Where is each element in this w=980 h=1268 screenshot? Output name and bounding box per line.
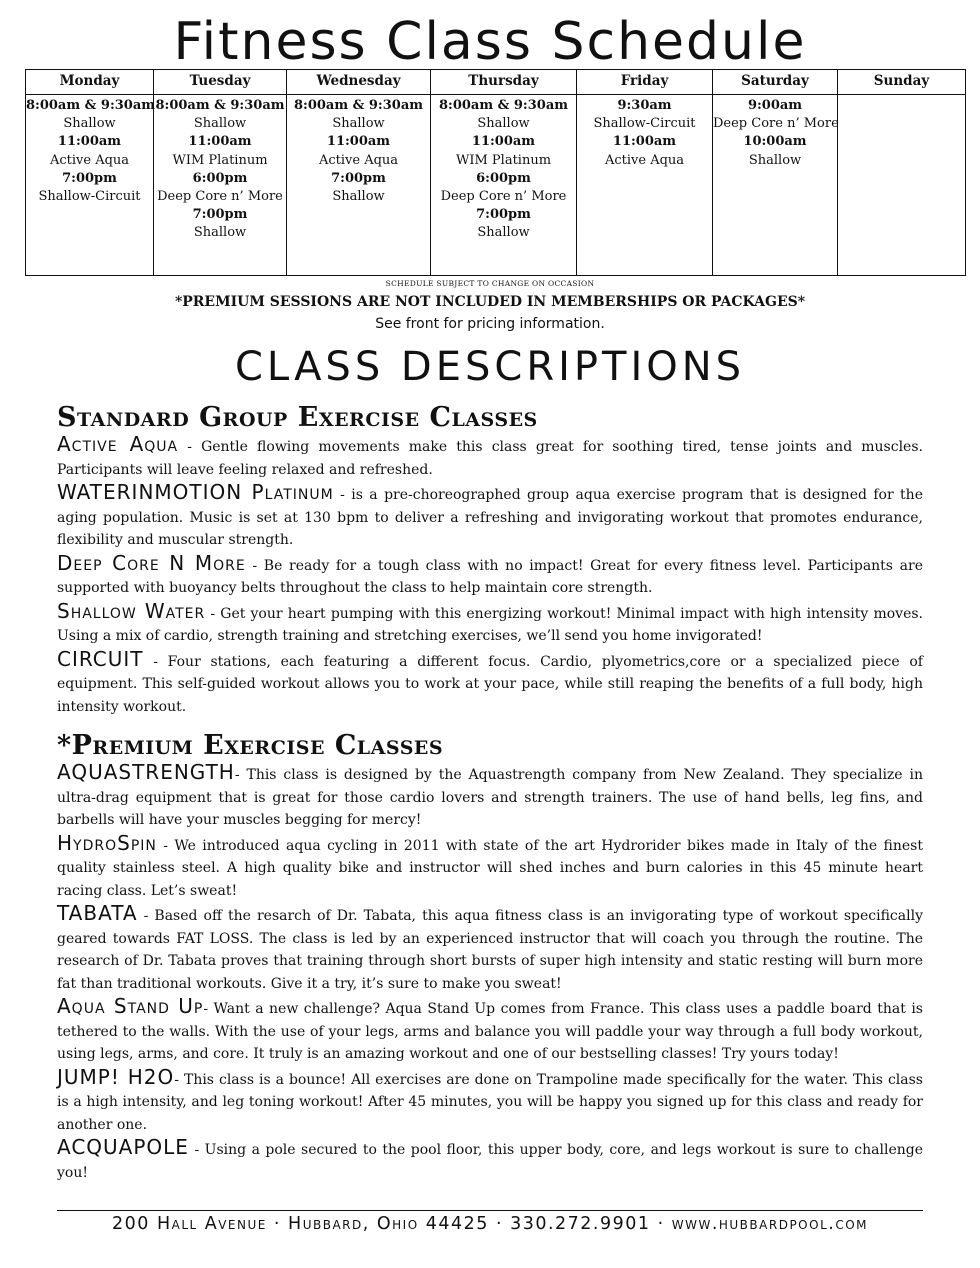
class-description	[57, 902, 923, 995]
class-name: Deep Core n’ More	[440, 189, 567, 205]
class-description-name: Active Aqua	[57, 432, 179, 456]
schedule-table	[25, 69, 966, 276]
class-description-name: AQUASTRENGTH	[57, 760, 235, 784]
class-time: 11:00am	[188, 134, 252, 150]
class-description-text: - This class is designed by the Aquastrength company from New Zealand. They specialize in ultra-drag equipment that is great for those cardio lovers and strength trainers. The use of hand bells, leg fins, and barbells will have your muscles begging for mercy!	[57, 767, 923, 828]
class-time: 10:00am	[743, 134, 807, 150]
class-time: 7:00pm	[476, 207, 531, 223]
class-description-text: - This class is a bounce! All exercises are done on Trampoline made specifically for the water. This class is a high intensity, and leg toning workout! After 45 minutes, you will be happy you signed up for this class and ready for another one.	[57, 1071, 923, 1133]
day-cell-saturday	[713, 95, 838, 276]
day-cell-tuesday	[154, 95, 287, 276]
class-description	[57, 552, 923, 600]
class-time: 6:00pm	[476, 170, 531, 186]
class-time: 7:00pm	[331, 170, 386, 186]
schedule-body-row	[26, 95, 966, 276]
class-description	[57, 761, 923, 832]
footer-address: 200 Hall Avenue · Hubbard, Ohio 44425 · 330.272.9901 · www.hubbardpool.com	[111, 1214, 868, 1234]
class-description-text: - Gentle flowing movements make this class great for soothing tired, tense joints and muscles. Participants will leave feeling relaxed and refreshed.	[57, 439, 923, 478]
class-description	[57, 481, 923, 552]
class-description-text: - Want a new challenge? Aqua Stand Up comes from France. This class uses a paddle board that is tethered to the walls. With the use of your legs, arms and balance you will paddle your way through a full body workout, using legs, arms, and core. It truly is an amazing workout and one of our bestselling classes! Try yours today!	[57, 1001, 923, 1062]
class-description	[57, 1136, 923, 1184]
class-description	[57, 648, 923, 719]
class-description-text: - Four stations, each featuring a different focus. Cardio, plyometrics,core or a specialized piece of equipment. This self-guided workout allows you to work at your pace, while still reaping the benefits of a full body, high intensity workout.	[57, 653, 923, 715]
day-header-monday: Monday	[26, 70, 154, 95]
day-header-sunday: Sunday	[838, 70, 966, 95]
class-time: 8:00am & 9:30am	[438, 98, 569, 113]
class-name: Shallow	[748, 152, 802, 168]
class-time: 7:00pm	[62, 170, 117, 186]
class-name: Shallow	[193, 116, 247, 132]
class-name: WIM Platinum	[172, 152, 268, 168]
class-description-name: Deep Core N More	[57, 550, 246, 575]
page-title: Fitness Class Schedule	[173, 12, 807, 72]
class-time: 6:00pm	[192, 170, 248, 186]
class-description-name: WATERINMOTION Platinum	[57, 480, 334, 504]
class-time: 8:00am & 9:30am	[155, 98, 285, 113]
class-description	[57, 433, 923, 481]
day-cell-thursday	[431, 95, 577, 276]
day-cell-wednesday	[287, 95, 431, 276]
day-header-thursday: Thursday	[431, 70, 577, 95]
class-description	[57, 995, 923, 1066]
day-cell-sunday	[838, 95, 966, 276]
class-time: 11:00am	[612, 134, 677, 150]
class-description	[57, 600, 923, 648]
class-descriptions-title: CLASS DESCRIPTIONS	[234, 344, 746, 390]
schedule-header-row	[26, 70, 966, 95]
class-name: Shallow	[332, 116, 385, 132]
day-header-wednesday: Wednesday	[287, 70, 431, 95]
day-header-saturday: Saturday	[713, 70, 838, 95]
class-name: Deep Core n’ More	[713, 116, 839, 132]
class-name: Active Aqua	[318, 152, 399, 168]
class-description-name: HydroSpin	[57, 830, 157, 855]
class-description-name: JUMP! H2O	[57, 1064, 175, 1089]
premium-classes-list	[57, 761, 923, 1184]
footer-divider	[57, 1210, 923, 1211]
class-time: 11:00am	[326, 134, 391, 150]
schedule-change-note: SCHEDULE SUBJECT TO CHANGE ON OCCASION	[385, 279, 595, 288]
class-time: 11:00am	[57, 134, 122, 150]
class-name: Active Aqua	[604, 152, 685, 168]
class-description	[57, 832, 923, 903]
pricing-note: See front for pricing information.	[375, 316, 605, 332]
day-header-friday: Friday	[577, 70, 713, 95]
class-time: 8:00am & 9:30am	[26, 98, 156, 113]
class-time: 9:30am	[617, 98, 672, 113]
class-description-text: - Be ready for a tough class with no impact! Great for every fitness level. Participants are supported with buoyancy belts throughout the class to help maintain core strength.	[57, 557, 923, 596]
class-name: Shallow	[193, 225, 247, 241]
premium-classes-heading: *Premium Exercise Classes	[57, 730, 444, 761]
class-description-name: Aqua Stand Up	[57, 994, 204, 1018]
class-description-name: TABATA	[57, 901, 138, 925]
standard-classes-heading: Standard Group Exercise Classes	[57, 402, 538, 433]
class-time: 9:00am	[747, 98, 803, 113]
class-name: Shallow-Circuit	[593, 116, 696, 132]
class-description-text: - Based off the resarch of Dr. Tabata, this aqua fitness class is an invigorating type of workout specifically geared towards FAT LOSS. The class is led by an experienced instructor that will coach you through the routine. The research of Dr. Tabata proves that training through short bursts of super high intensity and static resting will burn more fat than traditional workouts. Give it a try, it’s sure to make you sweat!	[57, 908, 923, 992]
class-name: Shallow	[477, 116, 530, 132]
class-name: Shallow	[332, 189, 385, 205]
day-cell-friday	[577, 95, 713, 276]
class-description-name: CIRCUIT	[57, 646, 144, 671]
class-description-text: - Get your heart pumping with this energizing workout! Minimal impact with high intensity moves. Using a mix of cardio, strength training and stretching exercises, we’ll send you home invigorated!	[57, 605, 923, 644]
day-header-tuesday: Tuesday	[154, 70, 287, 95]
standard-classes-list	[57, 433, 923, 718]
class-time: 7:00pm	[192, 207, 248, 223]
class-name: Shallow	[477, 225, 530, 241]
class-description-text: - is a pre-choreographed group aqua exercise program that is designed for the aging population. Music is set at 130 bpm to deliver a refreshing and invigorating workout that promotes endurance, flexibility and muscular strength.	[57, 487, 923, 548]
class-description-name: ACQUAPOLE	[57, 1135, 189, 1159]
class-name: WIM Platinum	[455, 152, 552, 168]
class-name: Deep Core n’ More	[157, 189, 283, 205]
class-descriptions	[57, 402, 923, 1184]
class-time: 8:00am & 9:30am	[293, 98, 424, 113]
class-description	[57, 1066, 923, 1137]
class-description-text: - We introduced aqua cycling in 2011 with state of the art Hydrorider bikes made in Italy of the finest quality stainless steel. A high quality bike and instructor will shed inches and burn calories in this 45 minute heart racing class. Let’s sweat!	[57, 837, 923, 899]
class-name: Active Aqua	[49, 152, 130, 168]
class-description-name: Shallow Water	[57, 598, 206, 623]
class-name: Shallow	[63, 116, 116, 132]
class-description-text: - Using a pole secured to the pool floor, this upper body, core, and legs workout is sure to challenge you!	[57, 1142, 923, 1181]
class-time: 11:00am	[471, 134, 536, 150]
day-cell-monday	[26, 95, 154, 276]
class-name: Shallow-Circuit	[38, 189, 141, 205]
premium-sessions-note: *PREMIUM SESSIONS ARE NOT INCLUDED IN MEMBERSHIPS OR PACKAGES*	[174, 294, 806, 310]
